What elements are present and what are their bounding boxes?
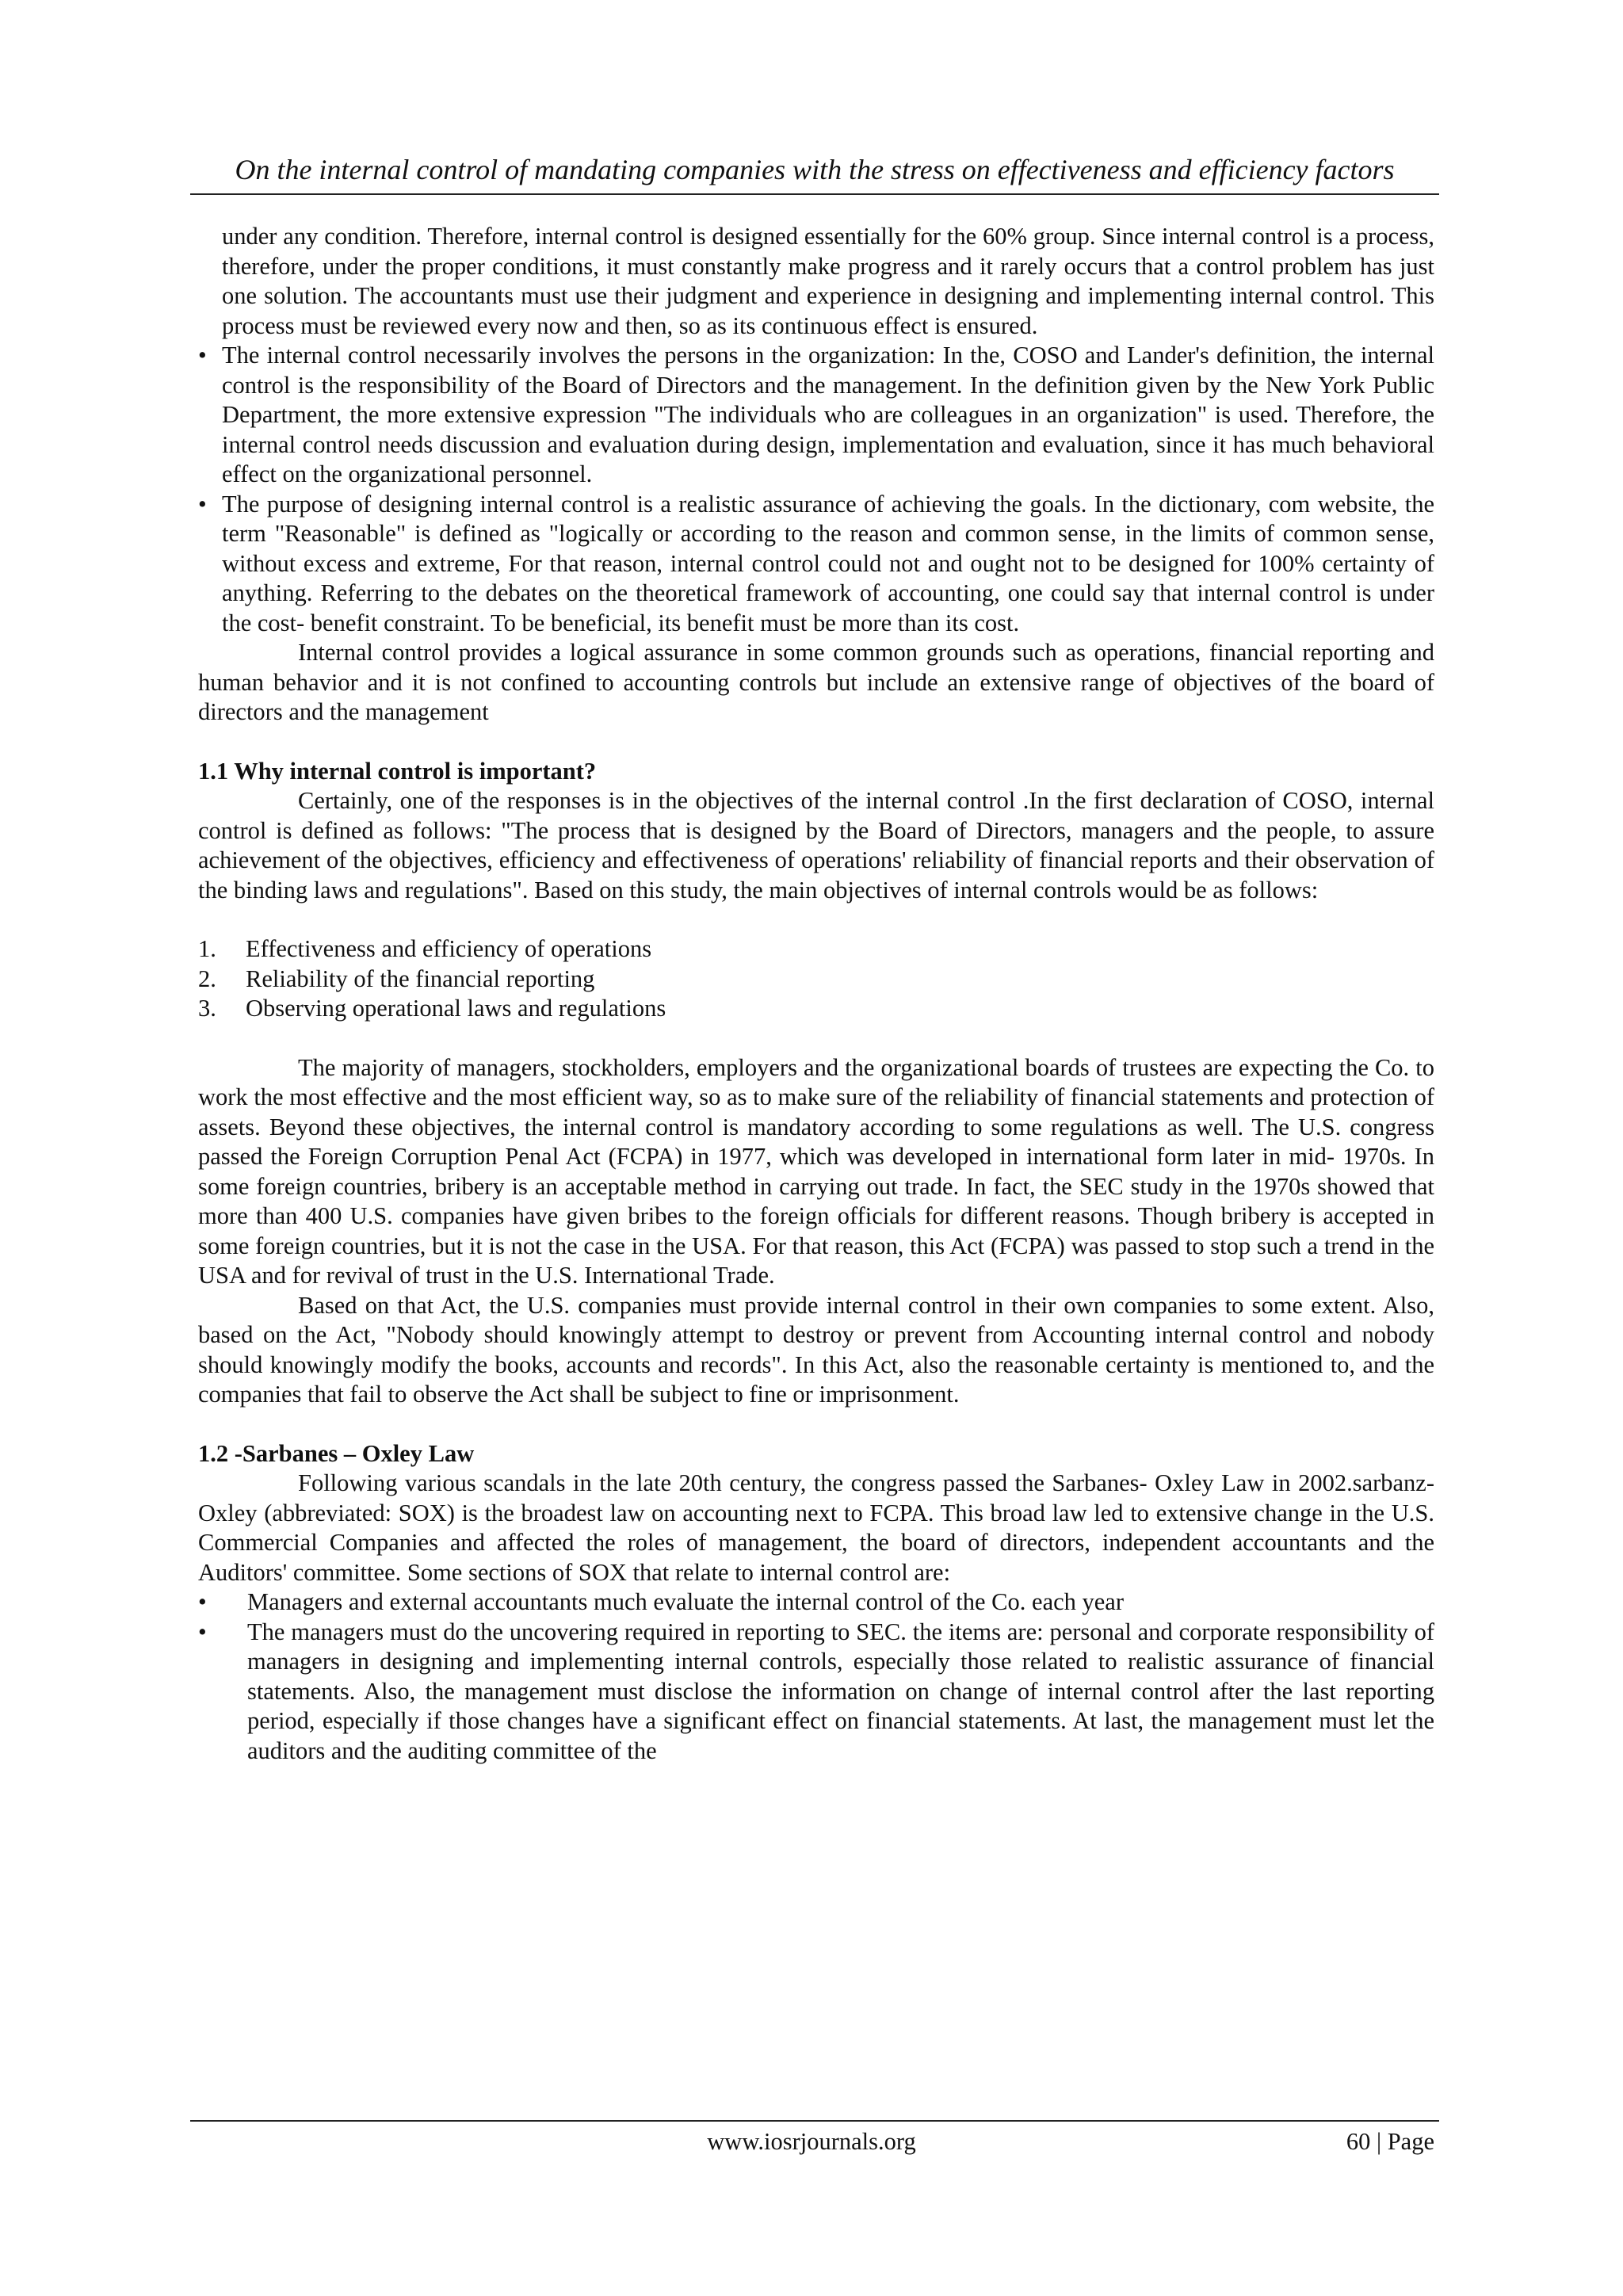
section-1-1-paragraph: Certainly, one of the responses is in the objectives of the internal control .In the first declaration of COSO, internal control is defined as follows: "The process that is designed by the Board of Directors, managers and the people, to assure achievement of the objectives, efficiency and effectiveness of operations' reliability of financial reports and their observation of the binding laws and regulations". Based on this study, the main objectives of internal controls would be as follows: <box>198 787 1434 904</box>
bullet-mark: • <box>198 342 207 369</box>
bullet-mark: • <box>198 1618 207 1645</box>
sox-bullet-item <box>198 1587 1434 1618</box>
bullet-text: The managers must do the uncovering required in reporting to SEC. the items are: personal and corporate responsibility of managers in designing and implementing internal controls, especially those related to realistic assurance of financial statements. Also, the management must disclose the information on change of internal control after the last reporting period, especially if those changes have a significant effect on financial statements. At last, the management must let the auditors and the auditing committee of the <box>247 1618 1434 1764</box>
bullet-text: The internal control necessarily involves the persons in the organization: In the, COSO and Lander's definition, the internal control is the responsibility of the Board of Directors and the management. In the definition given by the New York Public Department, the more extensive expression "The individuals who are colleagues in an organization" is used. Therefore, the internal control needs discussion and evaluation during design, implementation and evaluation, since it has much behavioral effect on the organizational personnel. <box>222 342 1434 487</box>
objectives-list-item <box>198 965 1434 995</box>
objectives-list <box>198 934 1434 1024</box>
list-text: Reliability of the financial reporting <box>246 965 595 992</box>
bullet-mark: • <box>198 490 207 518</box>
list-number: 2. <box>198 965 216 992</box>
intro-closing-paragraph: Internal control provides a logical assurance in some common grounds such as operations, financial reporting and human behavior and it is not confined to accounting controls but include an extensive range of objectives of the board of directors and the management <box>198 639 1434 725</box>
running-header-title: On the internal control of mandating companies with the stress on effectiveness and efficiency factors <box>235 154 1395 185</box>
list-number: 1. <box>198 935 216 962</box>
section-1-1-paragraph: The majority of managers, stockholders, employers and the organizational boards of trustees are expecting the Co. to work the most effective and the most efficient way, so as to make sure of the reliability of financial statements and protection of assets. Beyond these objectives, the internal control is mandatory according to some regulations as well. The U.S. congress passed the Foreign Corruption Penal Act (FCPA) in 1977, which was developed in international form later in mid- 1970s. In some foreign countries, bribery is an acceptable method in carrying out trade. In fact, the SEC study in the 1970s showed that more than 400 U.S. companies have given bribes to the foreign officials for different reasons. Though bribery is accepted in some foreign countries, but it is not the case in the USA. For that reason, this Act (FCPA) was passed to stop such a trend in the USA and for revival of trust in the U.S. International Trade. <box>198 1053 1434 1289</box>
section-1-2-paragraph: Following various scandals in the late 20th century, the congress passed the Sarbanes- Oxley Law in 2002.sarbanz- Oxley (abbreviated: SOX) is the broadest law on accounting next to FCPA. This broad law led to extensive change in the U.S. Commercial Companies and affected the roles of management, the board of directors, independent accountants and the Auditors' committee. Some sections of SOX that relate to internal control are: <box>198 1469 1434 1586</box>
footer-page-number: 60 | Page <box>1346 2128 1434 2155</box>
section-1-1-paragraph: Based on that Act, the U.S. companies must provide internal control in their own companies to some extent. Also, based on the Act, "Nobody should knowingly attempt to destroy or prevent from Accounting internal control and nobody should knowingly modify the books, accounts and records". In this Act, also the reasonable certainty is mentioned to, and the companies that fail to observe the Act shall be subject to fine or imprisonment. <box>198 1291 1434 1408</box>
bullet-text: Managers and external accountants much evaluate the internal control of the Co. each year <box>247 1588 1124 1615</box>
intro-bullet-item <box>198 490 1434 639</box>
intro-bullet-item <box>198 341 1434 490</box>
list-text: Observing operational laws and regulations <box>246 995 666 1022</box>
list-text: Effectiveness and efficiency of operations <box>246 935 652 962</box>
objectives-list-item <box>198 934 1434 965</box>
header-rule <box>190 193 1439 195</box>
footer-rule <box>190 2120 1439 2122</box>
section-heading-1-1: 1.1 Why internal control is important? <box>198 757 597 785</box>
section-heading-1-2: 1.2 -Sarbanes – Oxley Law <box>198 1439 475 1467</box>
body-text <box>198 222 1434 1766</box>
footer-journal-url: www.iosrjournals.org <box>707 2128 916 2155</box>
list-number: 3. <box>198 995 216 1022</box>
spacer <box>198 1024 1434 1053</box>
bullet-text: The purpose of designing internal control is a realistic assurance of achieving the goals. In the dictionary, com website, the term "Reasonable" is defined as "logically or according to the reason and common sense, in the limits of common sense, without excess and extreme, For that reason, internal control could not and ought not to be designed for 100% certainty of anything. Referring to the debates on the theoretical framework of accounting, one could say that internal control is under the cost- benefit constraint. To be beneficial, its benefit must be more than its cost. <box>222 490 1434 636</box>
bullet-mark: • <box>198 1588 207 1615</box>
sox-bullet-item <box>198 1618 1434 1767</box>
intro-continuation-paragraph: under any condition. Therefore, internal control is designed essentially for the 60% group. Since internal control is a process, therefore, under the proper conditions, it must constantly make progress and it rarely occurs that a control problem has just one solution. The accountants must use their judgment and experience in designing and implementing internal control. This process must be reviewed every now and then, so as its continuous effect is ensured. <box>222 223 1434 339</box>
objectives-list-item <box>198 994 1434 1024</box>
